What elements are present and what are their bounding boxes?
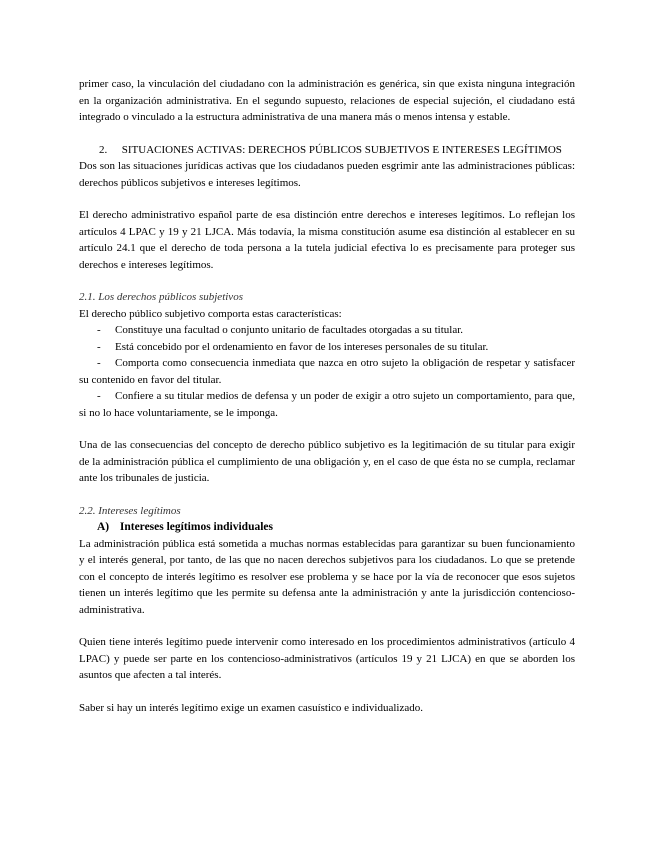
- paragraph-situaciones: Dos son las situaciones jurídicas activas que los ciudadanos pueden esgrimir ante las administraciones públicas: derechos públicos subjetivos e intereses legítimos.: [79, 160, 575, 189]
- section-title: SITUACIONES ACTIVAS: DERECHOS PÚBLICOS SUBJETIVOS E INTERESES LEGÍTIMOS: [121, 143, 562, 156]
- list-item: [79, 322, 575, 339]
- list-item-text: Constituye una facultad o conjunto unitario de facultades otorgadas a su titular.: [115, 324, 464, 336]
- list-item-text: Confiere a su titular medios de defensa y un poder de exigir a otro sujeto un comportamiento, para que, si no lo hace voluntariamente, se le imponga.: [79, 390, 575, 419]
- paragraph-consecuencias: Una de las consecuencias del concepto de derecho público subjetivo es la legitimación de su titular para exigir de la administración pública el cumplimiento de una obligación y, en el caso de que ésta no se cumpla, reclamar ante los tribunales de justicia.: [79, 439, 575, 484]
- dash-bullet: -: [97, 324, 101, 336]
- item-heading: [79, 519, 575, 536]
- list-item-text: Comporta como consecuencia inmediata que nazca en otro sujeto la obligación de respetar y satisfacer su contenido en favor del titular.: [79, 357, 575, 386]
- list-item: [79, 388, 575, 421]
- paragraph-intro: primer caso, la vinculación del ciudadano con la administración es genérica, sin que exista ninguna integración en la organización administrativa. En el segundo supuesto, relaciones de especial sujeción, el ciudadano está integrado o vinculado a la estructura administrativa de una manera más o menos intensa y estable.: [79, 78, 575, 123]
- paragraph-caracteristicas-intro: El derecho público subjetivo comporta estas características:: [79, 307, 342, 320]
- list-item-text: Está concebido por el ordenamiento en favor de los intereses personales de su titular.: [115, 340, 489, 353]
- section-number: 2.: [99, 143, 108, 156]
- paragraph-interviene: Quien tiene interés legítimo puede intervenir como interesado en los procedimientos administrativos (artículo 4 LPAC) y puede ser parte en los contencioso-administrativos (artículos 19 y 21 LJCA) en que se aborden los asuntos que afecten a tal interés.: [79, 636, 575, 681]
- list-item: [79, 339, 575, 356]
- dash-bullet: -: [97, 357, 101, 369]
- text-column: [79, 76, 575, 716]
- paragraph-examen: Saber si hay un interés legítimo exige un examen casuístico e individualizado.: [79, 701, 423, 714]
- paragraph-distincion: El derecho administrativo español parte de esa distinción entre derechos e intereses legítimos. Lo reflejan los artículos 4 LPAC y 19 y 21 LJCA. Más todavía, la misma constitución asume esa distinción al establecer en su artículo 24.1 que el derecho de toda persona a la tutela judicial efectiva lo es precisamente para proteger sus derechos e intereses legítimos.: [79, 209, 575, 271]
- section-heading: [79, 142, 575, 159]
- dash-bullet: -: [97, 340, 101, 353]
- characteristics-list: [79, 322, 575, 421]
- item-title: Intereses legítimos individuales: [119, 521, 274, 533]
- subheading-intereses-legitimos: 2.2. Intereses legítimos: [79, 504, 181, 517]
- list-item: [79, 355, 575, 388]
- item-marker: A): [97, 521, 110, 533]
- subheading-derechos-publicos: 2.1. Los derechos públicos subjetivos: [79, 291, 243, 303]
- dash-bullet: -: [97, 390, 101, 402]
- paragraph-sometida: La administración pública está sometida a muchas normas establecidas para garantizar su buen funcionamiento y el interés general, por tanto, de las que no nacen derechos subjetivos para los ciudadanos. Lo que se pretende con el concepto de interés legítimo es resolver ese problema y se hace por la vía de reconocer que esos sujetos tienen un interés legítimo que les permite su defensa ante la administración y ante la jurisdicción contencioso-administrativa.: [79, 537, 575, 616]
